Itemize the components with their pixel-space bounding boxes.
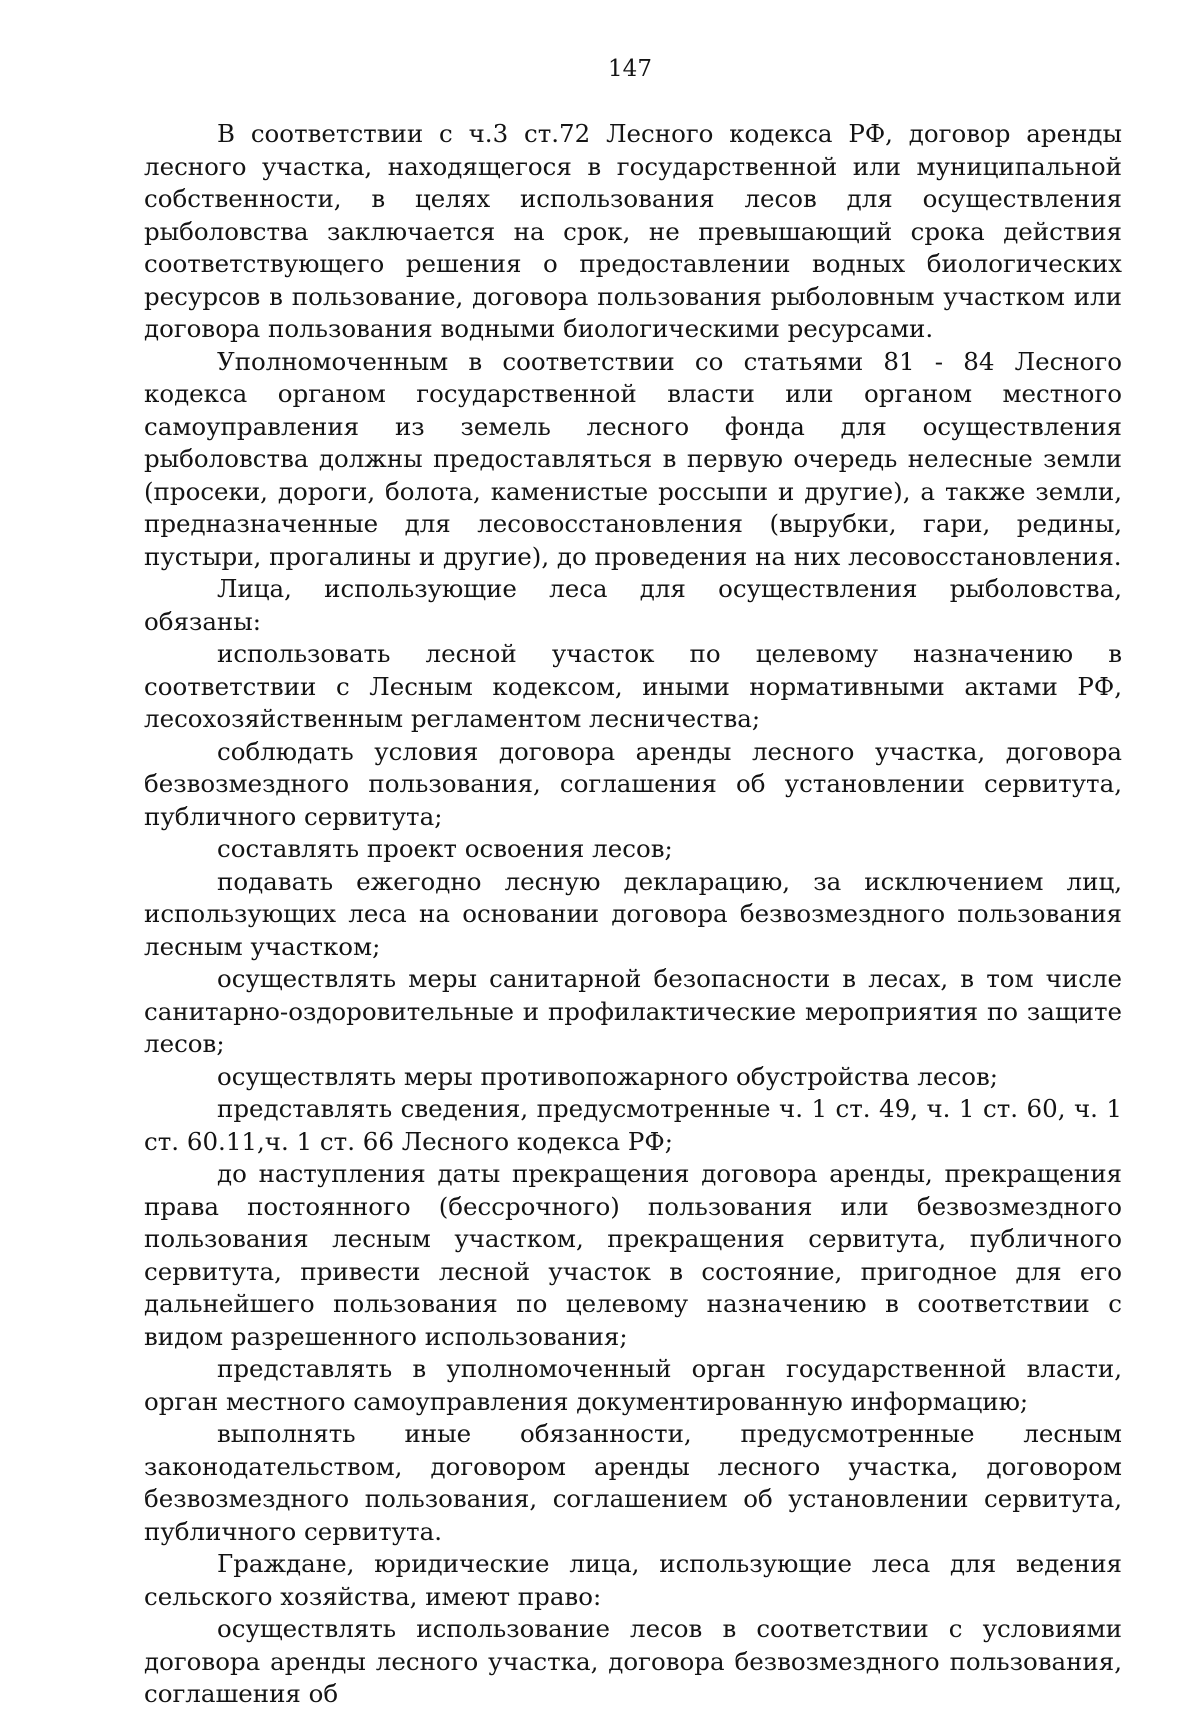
- paragraph: выполнять иные обязанности, предусмотренные лесным законодательством, договором аренды лесного участка, договором безвозмездного пользования, соглашением об установлении сервитута, публичного сервитута.: [144, 1419, 1122, 1546]
- paragraph: Уполномоченным в соответствии со статьями 81 - 84 Лесного кодекса органом государственной власти или органом местного самоуправления из земель лесного фонда для осуществления рыболовства должны предоставляться в первую очередь нелесные земли (просеки, дороги, болота, каменистые россыпи и другие), а также земли, предназначенные для лесовосстановления (вырубки, гари, редины, пустыри, прогалины и другие), до проведения на них лесовосстановления.: [144, 346, 1122, 571]
- paragraph: осуществлять меры противопожарного обустройства лесов;: [217, 1061, 999, 1091]
- paragraph: представлять в уполномоченный орган государственной власти, орган местного самоуправления документированную информацию;: [144, 1354, 1122, 1416]
- paragraph: Лица, использующие леса для осуществления рыболовства, обязаны:: [144, 574, 1122, 636]
- paragraph: осуществлять использование лесов в соответствии с условиями договора аренды лесного участка, договора безвозмездного пользования, соглашения об: [144, 1614, 1122, 1708]
- paragraph: составлять проект освоения лесов;: [217, 834, 673, 863]
- page-number: 147: [608, 56, 652, 82]
- paragraph: В соответствии с ч.3 ст.72 Лесного кодекса РФ, договор аренды лесного участка, находящегося в государственной или муниципальной собственности, в целях использования лесов для осуществления рыболовства заключается на срок, не превышающий срока действия соответствующего решения о предоставлении водных биологических ресурсов в пользование, договора пользования рыболовным участком или договора пользования водными биологическими ресурсами.: [144, 119, 1122, 343]
- paragraph: Граждане, юридические лица, использующие леса для ведения сельского хозяйства, имеют право:: [144, 1549, 1122, 1611]
- paragraph: представлять сведения, предусмотренные ч. 1 ст. 49, ч. 1 ст. 60, ч. 1 ст. 60.11,ч. 1 ст. 66 Лесного кодекса РФ;: [144, 1094, 1122, 1156]
- paragraph: до наступления даты прекращения договора аренды, прекращения права постоянного (бессрочного) пользования или безвозмездного пользования лесным участком, прекращения сервитута, публичного сервитута, привести лесной участок в состояние, пригодное для его дальнейшего пользования по целевому назначению в соответствии с видом разрешенного использования;: [144, 1159, 1122, 1351]
- document-body: [144, 118, 1122, 1711]
- paragraph: осуществлять меры санитарной безопасности в лесах, в том числе санитарно-оздоровительные и профилактические мероприятия по защите лесов;: [144, 964, 1122, 1058]
- paragraph: использовать лесной участок по целевому назначению в соответствии с Лесным кодексом, иными нормативными актами РФ, лесохозяйственным регламентом лесничества;: [144, 639, 1122, 733]
- paragraph: соблюдать условия договора аренды лесного участка, договора безвозмездного пользования, соглашения об установлении сервитута, публичного сервитута;: [144, 736, 1122, 831]
- paragraph: подавать ежегодно лесную декларацию, за исключением лиц, использующих леса на основании договора безвозмездного пользования лесным участком;: [144, 866, 1122, 961]
